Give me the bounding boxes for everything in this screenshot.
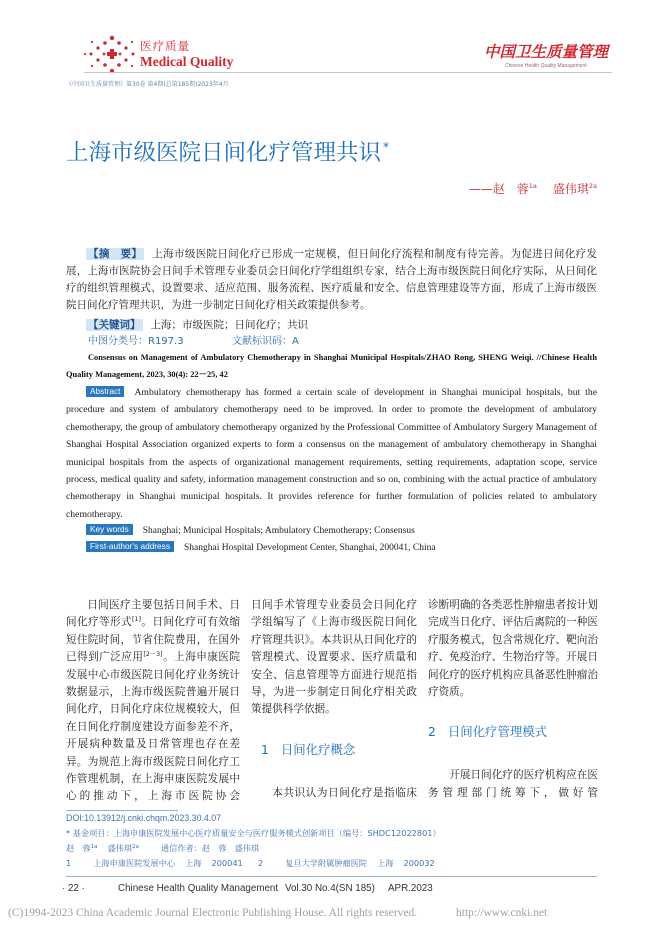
body-text: 日间医疗主要包括日间手术、日间化疗等形式 bbox=[66, 599, 240, 629]
section-title: 日间化疗概念 bbox=[280, 741, 356, 757]
doi-link[interactable]: DOI:10.13912/j.cnki.chqm.2023.30.4.07 bbox=[66, 813, 222, 823]
affiliation-org: 复旦大学附属肿瘤医院 bbox=[285, 858, 368, 868]
article-title-text: 上海市级医院日间化疗管理共识 bbox=[66, 140, 382, 166]
address-text: Shanghai Hospital Development Center, Shanghai, 200041, China bbox=[183, 543, 436, 553]
section-number: 1 bbox=[261, 741, 269, 757]
intro-paragraph-continued: 日间手术管理专业委员会日间化疗学组编写了《上海市级医院日间化疗管理共识》。本共识从日间化疗的管理模式、设置要求、医疗质量和安全、信息管理等方面进行规范指导，为进一步制定日间化疗相关政策提供科学依据。 bbox=[251, 599, 417, 716]
classification-line bbox=[66, 333, 597, 350]
citation-ref: [1] bbox=[132, 616, 141, 624]
english-citation: Consensus on Management of Ambulatory Chemotherapy in Shanghai Municipal Hospitals/ZHAO Rong, SHENG Weiqi. //Chinese Health Quality Management, 2023, 30(4): 22－25, 42 bbox=[66, 353, 597, 379]
section-number: 2 bbox=[428, 724, 436, 740]
author-affiliation-mark: 2a bbox=[132, 844, 139, 850]
corresponding-label: 通信作者： bbox=[160, 843, 202, 853]
journal-name-en: Chinese Health Quality Management bbox=[118, 883, 279, 894]
body-text: 。上海申康医院发展中心市级医院日间化疗业务统计数据显示，上海市级医院普遍开展日间化疗，日间化疗床位规模较大，但在日间化疗制度建设方面参差不齐，开展病种数量及日常管理也存在差异。为规范上海市级医院日间化疗工作管理机制，在上海申康医院发展中心的推动下，上海市医院协会 bbox=[66, 651, 240, 803]
section-heading-2 bbox=[428, 722, 598, 742]
affiliation-org: 上海申康医院发展中心 bbox=[93, 858, 176, 868]
keywords-cn-text: 上海；市级医院；日间化疗；共识 bbox=[150, 319, 308, 331]
corresponding-authors: 赵 蓉 盛伟琪 bbox=[201, 843, 260, 853]
affiliation-zip: 200032 bbox=[403, 858, 435, 868]
intro-paragraph bbox=[66, 597, 240, 806]
keywords-en-text: Shanghai; Municipal Hospitals; Ambulatory Chemotherapy; Consensus bbox=[142, 526, 415, 536]
affiliation-2 bbox=[258, 857, 435, 869]
keywords-en-label: Key words bbox=[86, 524, 133, 535]
article-title bbox=[66, 139, 389, 167]
affiliation-city: 上海 bbox=[185, 858, 202, 868]
clc-value: R197.3 bbox=[148, 336, 184, 347]
author-line bbox=[469, 182, 597, 196]
affiliation-number: 1 bbox=[66, 858, 72, 868]
keywords-cn bbox=[66, 317, 597, 334]
abstract-cn-text: 上海市级医院日间化疗已形成一定规模，但日间化疗流程和制度有待完善。为促进日间化疗发展，上海市医院协会日间手术管理专业委员会日间化疗学组组织专家，结合上海市级医院日间化疗实际，从日间化疗的组织管理模式、设置要求、适应范围、服务流程、医疗质量和安全、信息管理建设等方面，形成了上海市级医院日间化疗管理共识，为进一步制定日间化疗相关政策提供参考。 bbox=[66, 248, 597, 311]
journal-logo: 中国卫生质量管理 bbox=[484, 42, 609, 61]
abstract-cn-label: 【摘 要】 bbox=[88, 248, 143, 260]
affiliation-1 bbox=[66, 857, 243, 869]
section-name-en: Medical Quality bbox=[140, 54, 234, 69]
abstract-en-text: Ambulatory chemotherapy has formed a certain scale of development in Shanghai municipal hospitals, but the procedure and system of ambulatory chemotherapy need to be improved. In order to promote the development of ambulatory chemotherapy, the group of ambulatory chemotherapy organized by the Professional Committee of Ambulatory Surgery Management of Shanghai Hospital Association organized experts to form a consensus on the management of ambulatory chemotherapy in Shanghai municipal hospitals from the aspects of organizational management requirements, setting requirements, adaptation scope, service process, medical quality and safety, information management construction and so on, combining with the actual practice of ambulatory chemotherapy in Shanghai municipal hospitals. It provides reference for further formulation of policies related to ambulatory chemotherapy. bbox=[66, 387, 597, 520]
journal-logo-subtitle: Chinese Health Quality Management bbox=[505, 63, 587, 69]
abstract-en bbox=[66, 384, 597, 524]
author-affiliation-mark: 2a bbox=[588, 182, 597, 190]
address-label: First-author's address bbox=[86, 541, 174, 552]
issue-date: APR.2023 bbox=[388, 883, 433, 894]
author-name: 盛伟琪 bbox=[107, 843, 133, 853]
body-column-2 bbox=[251, 597, 417, 807]
author-name: 盛伟琪 bbox=[552, 182, 589, 196]
volume-issue: Vol.30 No.4(SN 185) bbox=[285, 883, 375, 894]
author-affiliation-mark: 1a bbox=[90, 844, 98, 850]
affiliation-number: 2 bbox=[258, 858, 264, 868]
header-rule bbox=[84, 72, 612, 73]
clc-label: 中图分类号： bbox=[88, 336, 148, 347]
copyright-watermark: (C)1994-2023 China Academic Journal Electronic Publishing House. All rights reserved. bbox=[8, 907, 418, 919]
affiliation-city: 上海 bbox=[377, 858, 394, 868]
author-name: 赵 蓉 bbox=[492, 182, 529, 196]
keywords-en bbox=[66, 523, 597, 540]
author-footnote bbox=[66, 842, 259, 854]
body-text: 。日间化疗可有效缩短住院时间，节省住院费用，在国外已得到广泛应用 bbox=[66, 616, 240, 664]
issue-line: 《中国卫生质量管理》第30卷 第4期(总第185期)2023年4月 bbox=[66, 81, 229, 88]
author-dash: —— bbox=[468, 182, 493, 196]
first-author-address bbox=[66, 540, 597, 557]
affiliation-zip: 200041 bbox=[211, 858, 243, 868]
title-footnote-mark: * bbox=[383, 140, 390, 154]
section-heading-1 bbox=[251, 740, 417, 760]
footnote-rule bbox=[66, 810, 178, 811]
page-number: · 22 · bbox=[62, 883, 85, 894]
document-code-value: A bbox=[292, 336, 299, 347]
body-column-3 bbox=[428, 597, 598, 807]
medical-quality-logo-icon bbox=[82, 34, 138, 76]
funding-note: * 基金项目：上海申康医院发展中心医疗质量安全与医疗服务模式创新项目（编号：SHDC12022801） bbox=[66, 828, 441, 838]
section-title: 日间化疗管理模式 bbox=[447, 724, 548, 740]
author-affiliation-mark: 1a bbox=[528, 182, 537, 190]
clc-number bbox=[88, 333, 184, 350]
section-name-cn: 医疗质量 bbox=[140, 39, 190, 53]
page-footer-rule bbox=[66, 876, 597, 877]
body-column-1 bbox=[66, 597, 240, 807]
abstract-cn bbox=[66, 246, 597, 316]
document-code bbox=[232, 333, 299, 350]
abstract-en-label: Abstract bbox=[86, 386, 124, 397]
citation-ref: [2－3] bbox=[143, 651, 163, 659]
body-paragraph-continued: 诊断明确的各类恶性肿瘤患者按计划完成当日化疗、评估后离院的一种医疗服务模式，包含常规化疗、靶向治疗、免疫治疗、生物治疗等。开展日间化疗的医疗机构应具备恶性肿瘤治疗资质。 bbox=[428, 599, 598, 699]
author-name: 赵 蓉 bbox=[66, 843, 91, 853]
body-paragraph: 本共识认为日间化疗是指临床 bbox=[272, 786, 417, 799]
body-paragraph: 开展日间化疗的医疗机构应在医务管理部门统筹下，做好管 bbox=[428, 769, 598, 799]
cnki-url[interactable]: http://www.cnki.net bbox=[456, 907, 548, 919]
keywords-cn-label: 【关键词】 bbox=[88, 319, 141, 331]
document-code-label: 文献标识码： bbox=[232, 336, 292, 347]
